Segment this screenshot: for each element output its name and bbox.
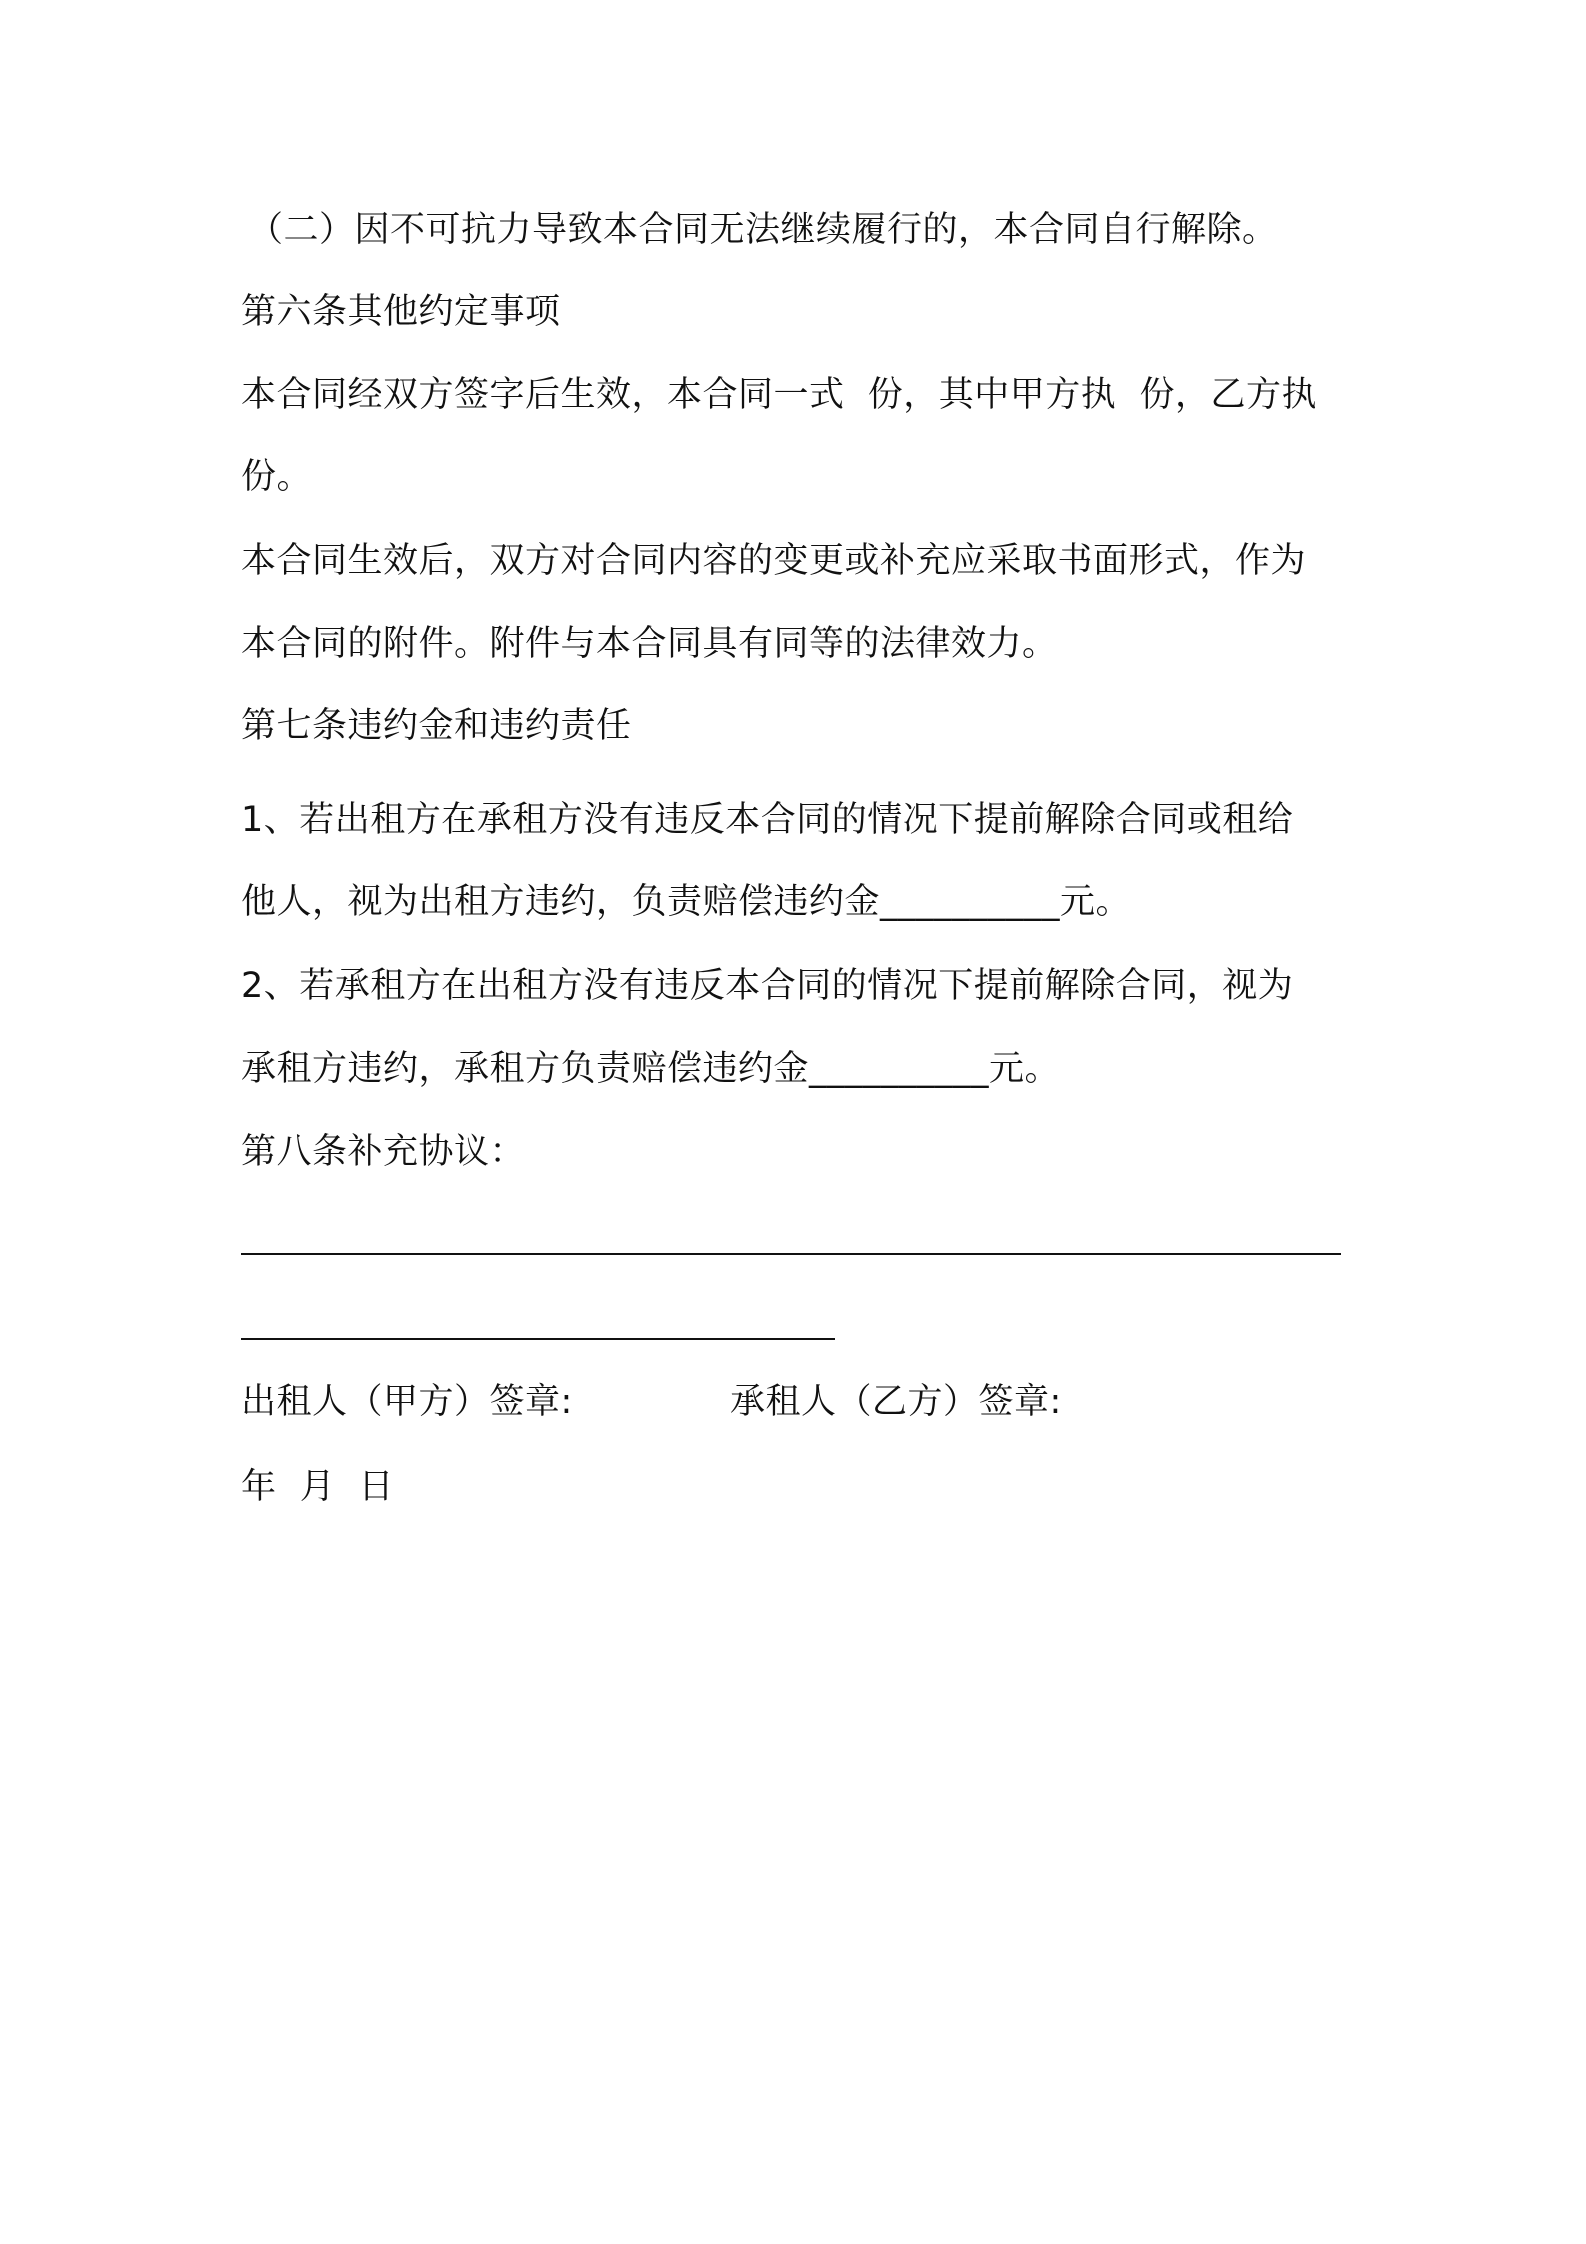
article-7-item-2-line-2: 承租方违约，承租方负责赔偿违约金__________元。 [241,1049,1061,1089]
lessee-signature-label: 承租人（乙方）签章: [730,1382,1062,1422]
article-6-heading: 第六条其他约定事项 [241,292,561,332]
lessor-signature-label: 出租人（甲方）签章: [241,1382,573,1422]
article-7-item-2-line-1: 2、若承租方在出租方没有违反本合同的情况下提前解除合同，视为 [241,966,1294,1006]
article-6-text-line-1: 本合同经双方签字后生效，本合同一式 份，其中甲方执 份，乙方执 [241,375,1318,415]
article-8-heading: 第八条补充协议： [241,1132,526,1172]
supplement-blank-line-2 [241,1338,835,1340]
article-7-item-1-line-2: 他人，视为出租方违约，负责赔偿违约金__________元。 [241,882,1132,922]
clause-force-majeure: （二）因不可抗力导致本合同无法继续履行的，本合同自行解除。 [248,210,1278,250]
article-7-item-1-line-1: 1、若出租方在承租方没有违反本合同的情况下提前解除合同或租给 [241,800,1294,840]
supplement-blank-line-1 [241,1253,1341,1255]
article-6-text-line-2: 份。 [241,457,313,497]
article-7-heading: 第七条违约金和违约责任 [241,706,632,746]
article-6-text-line-3: 本合同生效后，双方对合同内容的变更或补充应采取书面形式，作为 [241,541,1307,581]
article-6-text-line-4: 本合同的附件。附件与本合同具有同等的法律效力。 [241,624,1058,664]
signature-date: 年 月 日 [241,1467,395,1507]
